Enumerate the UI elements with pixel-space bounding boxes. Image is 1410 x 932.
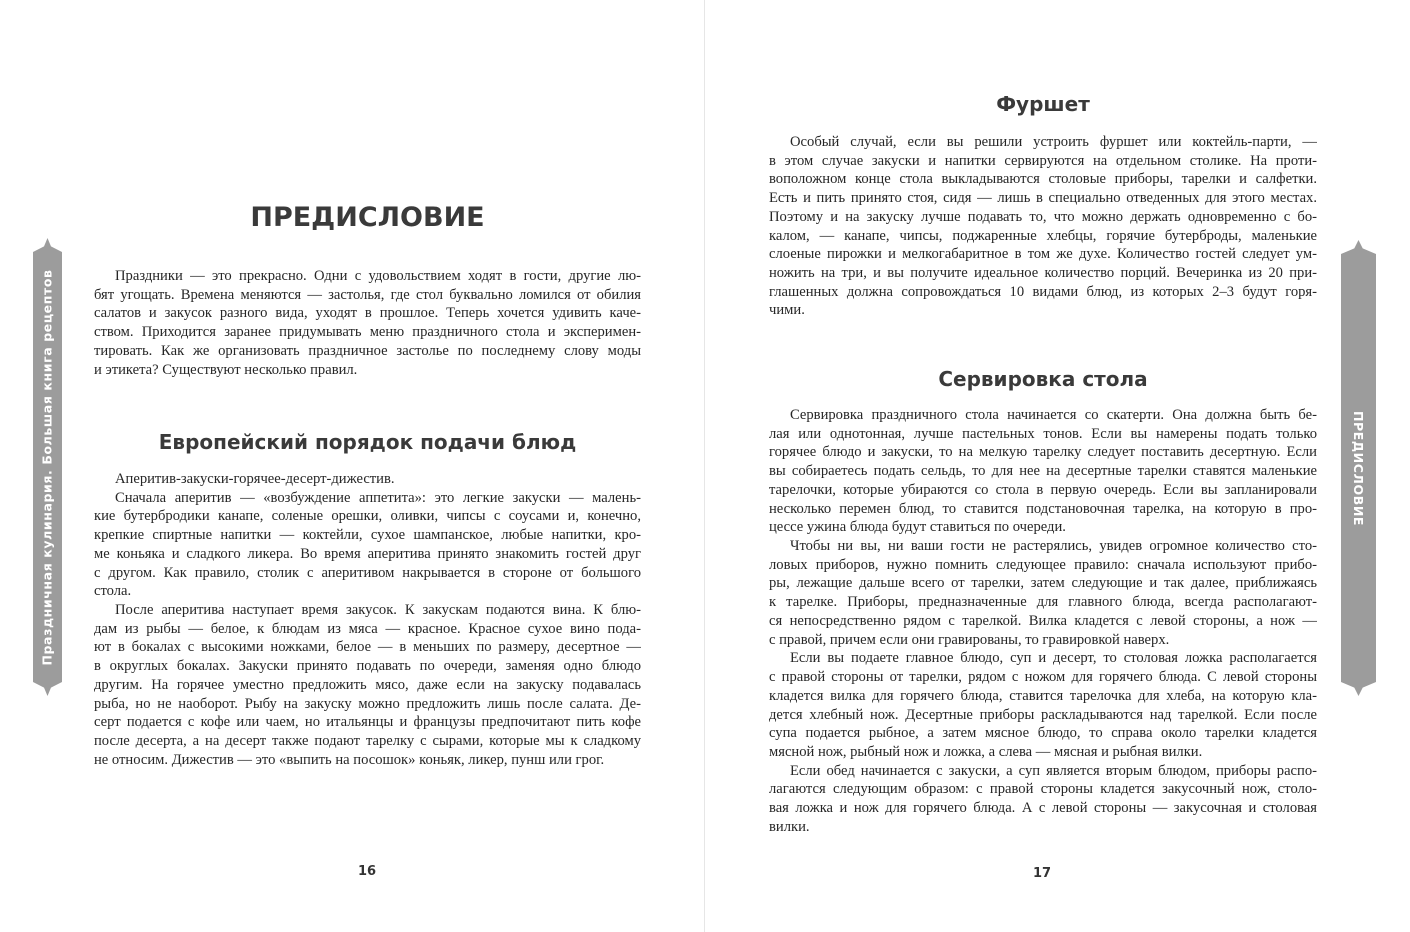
text-line: Аперитив-закуски-горячее-десерт-дижестив. (115, 471, 395, 487)
text-line: Сначала аперитив — «возбуждение аппетита»: это легкие закуски — малень- (115, 489, 641, 506)
text-line: с правой, причем если они гравированы, то гравировкой наверх. (769, 631, 1170, 648)
text-line: лагаются следующим образом: с правой стороны кладется закусочный нож, столо- (769, 781, 1317, 798)
text-line: вилки. (769, 818, 810, 835)
section-tab (1341, 254, 1376, 682)
text-line: кладется вилка для горячего блюда, ставится тарелочка для хлеба, на которую кла- (769, 687, 1317, 704)
text-line: тарелочки, которые убираются со стола в первую очередь. Если вы запланировали (769, 481, 1317, 498)
page-title: ПРЕДИСЛОВИЕ (250, 202, 485, 233)
page-number-right: 17 (1032, 866, 1052, 881)
text-line: не относим. Дижестив — это «выпить на посошок» коньяк, ликер, пунш или грог. (94, 751, 605, 768)
text-line: с другом. Как правило, столик с аперитивом накрывается в стороне от большого (94, 564, 641, 581)
text-line: дам из рыбы — белое, к блюдам из мяса — красное. Красное сухое вино пода- (94, 620, 641, 637)
text-line: Праздники — это прекрасно. Одни с удовольствием ходят в гости, другие лю- (115, 268, 641, 284)
text-line: супа подается рыбное, а затем мясное блюдо, то справа около тарелки кладется (769, 725, 1317, 742)
text-line: глашенных должна сопровождаться 10 видами блюд, из которых 2–3 будут горя- (769, 283, 1317, 300)
european-order-text (94, 470, 641, 770)
text-line: Особый случай, если вы решили устроить фуршет или коктейль-парти, — (790, 134, 1317, 150)
text-line: крепкие спиртные напитки — коктейли, сухое шампанское, любые напитки, кро- (94, 527, 641, 544)
text-line: воположном конце стола выкладываются столовые приборы, тарелки и салфетки. (769, 171, 1317, 188)
book-title-text: Праздничная кулинария. Большая книга рецептов (40, 268, 55, 666)
text-line: Если обед начинается с закуски, а суп является вторым блюдом, приборы распо- (790, 762, 1317, 779)
text-line: и этикета? Существуют несколько правил. (94, 361, 358, 378)
text-line: ством. Приходится заранее придумывать меню праздничного стола и эксперимен- (94, 324, 641, 341)
text-line: лая или однотонная, лучше пастельных тонов. Если вы намерены подать только (769, 425, 1317, 442)
text-line: ры, лежащие дальше всего от тарелки, затем следующие и так далее, приближаясь (769, 575, 1317, 592)
text-line: чими. (769, 302, 805, 319)
text-line: Есть и пить принято стоя, сидя — лишь в специально отведенных для этого местах. (769, 190, 1317, 207)
text-line: Сервировка праздничного стола начинается со скатерти. Она должна быть бе- (790, 407, 1317, 423)
text-line: бят угощать. Времена меняются — застолья, где стол буквально ломился от обилия (94, 286, 641, 303)
text-line: кие бутербродики канапе, соленые орешки, оливки, чипсы с соусами и, конечно, (94, 508, 641, 525)
text-line: после десерта, а на десерт также подают тарелку с сырами, которые мы к сладкому (94, 733, 641, 750)
text-line: вая ложка и нож для горячего блюда. А с левой стороны — закусочная и столовая (769, 800, 1317, 817)
text-line: тировать. Как же организовать праздничное застолье по последнему слову моды (94, 342, 641, 359)
text-line: горячее блюдо и закуски, то на мелкую тарелку следует поставить десертную. Если (769, 444, 1317, 461)
book-gutter (704, 0, 705, 932)
text-line: к тарелке. Приборы, предназначенные для главного блюда, всегда располагают- (769, 594, 1317, 611)
intro-text (94, 267, 641, 379)
text-line: серт подается с кофе или чаем, но итальянцы и французы предпочитают пить кофе (94, 714, 641, 731)
section-heading-european: Европейский порядок подачи блюд (158, 430, 577, 454)
section-tab-text: ПРЕДИСЛОВИЕ (1351, 410, 1367, 526)
text-line: цессе ужина блюда будут ставиться по очереди. (769, 519, 1066, 536)
text-line: мясной нож, рыбный нож и ложка, а слева — мясная и рыбная вилки. (769, 743, 1203, 760)
text-line: Если вы подаете главное блюдо, суп и десерт, то столовая ложка располагается (790, 650, 1317, 667)
text-line: ме коньяка и сладкого ликера. Во время аперитива принято знакомить гостей друг (94, 545, 641, 562)
text-line: дется хлебный нож. Десертные приборы раскладываются над тарелкой. Если после (769, 706, 1317, 723)
book-title-tab (33, 252, 62, 682)
text-line: салатов и закусок разного вида, уходят в прошлое. Теперь хочется удивить каче- (94, 305, 641, 322)
text-line: ножить на три, и вы получите идеальное количество порций. Вечеринка из 20 при- (769, 265, 1317, 282)
text-line: ют в бокалах с высокими ножками, белое — в меньших по размеру, десертное — (94, 639, 641, 656)
table-setting-text (769, 406, 1317, 837)
heading-furshet: Фуршет (996, 92, 1090, 116)
text-line: несколько перемен блюд, то ставится подстановочная тарелка, на которую в про- (769, 500, 1317, 517)
heading-table-setting: Сервировка стола (938, 367, 1148, 391)
page-number-left: 16 (357, 864, 377, 879)
text-line: ловых приборов, нужно помнить следующее правило: сначала используют прибо- (769, 556, 1317, 573)
text-line: вы собираетесь подать сельдь, то для нее на десертные тарелки ставятся маленькие (769, 463, 1317, 480)
text-line: рыба, но не наоборот. Рыбу на закуску можно предложить лишь после салата. Де- (94, 695, 641, 712)
text-line: Чтобы ни вы, ни ваши гости не растерялись, увидев огромное количество сто- (790, 538, 1317, 555)
text-line: Поэтому и на закуску лучше подавать то, что можно держать одновременно с бо- (769, 208, 1317, 225)
text-line: После аперитива наступает время закусок. К закускам подаются вина. К блю- (115, 602, 641, 619)
text-line: калом, — канапе, чипсы, поджаренные хлебцы, горячие бутерброды, маленькие (769, 227, 1317, 244)
text-line: другим. На горячее уместно предложить мясо, даже если на закуску подавалась (94, 676, 641, 693)
furshet-text (769, 133, 1317, 320)
text-line: стола. (94, 583, 132, 600)
text-line: с правой стороны от тарелки, рядом с ножом для горячего блюда. С левой стороны (769, 669, 1317, 686)
text-line: ся непосредственно рядом с тарелкой. Вилка кладется с левой стороны, а нож — (769, 612, 1317, 629)
text-line: слоеные пирожки и мелкогабаритное в том же духе. Количество гостей следует ум- (769, 246, 1317, 263)
text-line: в округлых бокалах. Закуски принято подавать по очереди, заменяя одно блюдо (94, 658, 641, 675)
text-line: в этом случае закуски и напитки сервируются на отдельном столике. На проти- (769, 152, 1317, 169)
